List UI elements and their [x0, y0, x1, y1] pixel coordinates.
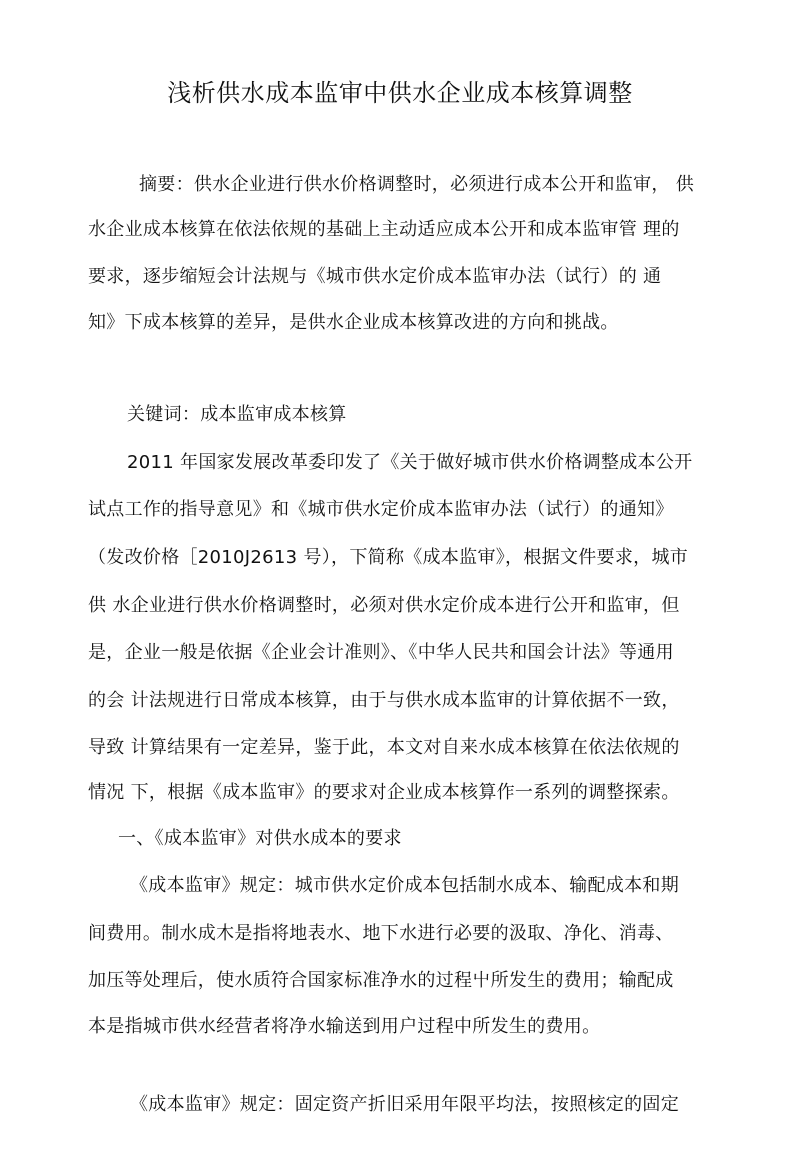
- body-line: 《成本监审》规定：城市供水定价成本包括制水成本、输配成本和期: [130, 875, 679, 896]
- body-line: 供 水企业进行供水价格调整时，必须对供水定价成本进行公开和监审，但: [88, 595, 680, 616]
- body-line: 加压等处理后，使水质符合国家标准净水的过程屮所发生的费用；输配成: [88, 970, 674, 991]
- body-line: （发改价格［2010J2613 号），下简称《成本监审》，根据文件要求，城市: [88, 547, 689, 568]
- body-line: 2011 年国家发展改革委印发了《关于做好城市供水价格调整成本公开: [127, 452, 693, 473]
- abstract-line: 要求，逐步缩短会计法规与《城市供水定价成本监审办法（试行）的 通: [88, 266, 662, 287]
- body-line: 导致 计算结果有一定差异，鉴于此，本文对自来水成本核算在依法依规的: [88, 737, 680, 758]
- body-line: 是，企业一般是依据《企业会计准则》、《中华人民共和国会计法》等通用: [88, 642, 674, 663]
- body-line: 情况 下，根据《成本监审》的要求对企业成本核算作一系列的调整探索。: [88, 782, 680, 803]
- abstract-line: 知》下成本核算的差异，是供水企业成本核算改进的方向和挑战。: [88, 312, 619, 333]
- abstract-line: 摘要：供水企业进行供水价格调整时，必须进行成本公开和监审， 供: [139, 174, 695, 195]
- section-heading: 一、《成本监审》对供水成本的要求: [118, 828, 402, 849]
- body-line: 试点工作的指导意见》和《城市供水定价成本监审办法（试行）的通知》: [88, 499, 674, 520]
- abstract-line: 水企业成本核算在依法依规的基础上主动适应成本公开和成本监审管 理的: [88, 219, 680, 240]
- body-line: 间费用。制水成木是指将地表水、地下水进行必要的汲取、净化、消毒、: [88, 923, 674, 944]
- document-title: 浅析供水成本监审中供水企业成本核算调整: [167, 79, 633, 107]
- keywords-line: 关键词：成本监审成本核算: [127, 404, 347, 425]
- body-line: 的会 计法规进行日常成本核算，由于与供水成本监审的计算依据不一致，: [88, 690, 680, 711]
- body-line: 本是指城市供水经营者将净水输送到用户过程中所发生的费用。: [88, 1016, 601, 1037]
- body-line: 《成本监审》规定：固定资产折旧采用年限平均法，按照核定的固定: [130, 1094, 679, 1115]
